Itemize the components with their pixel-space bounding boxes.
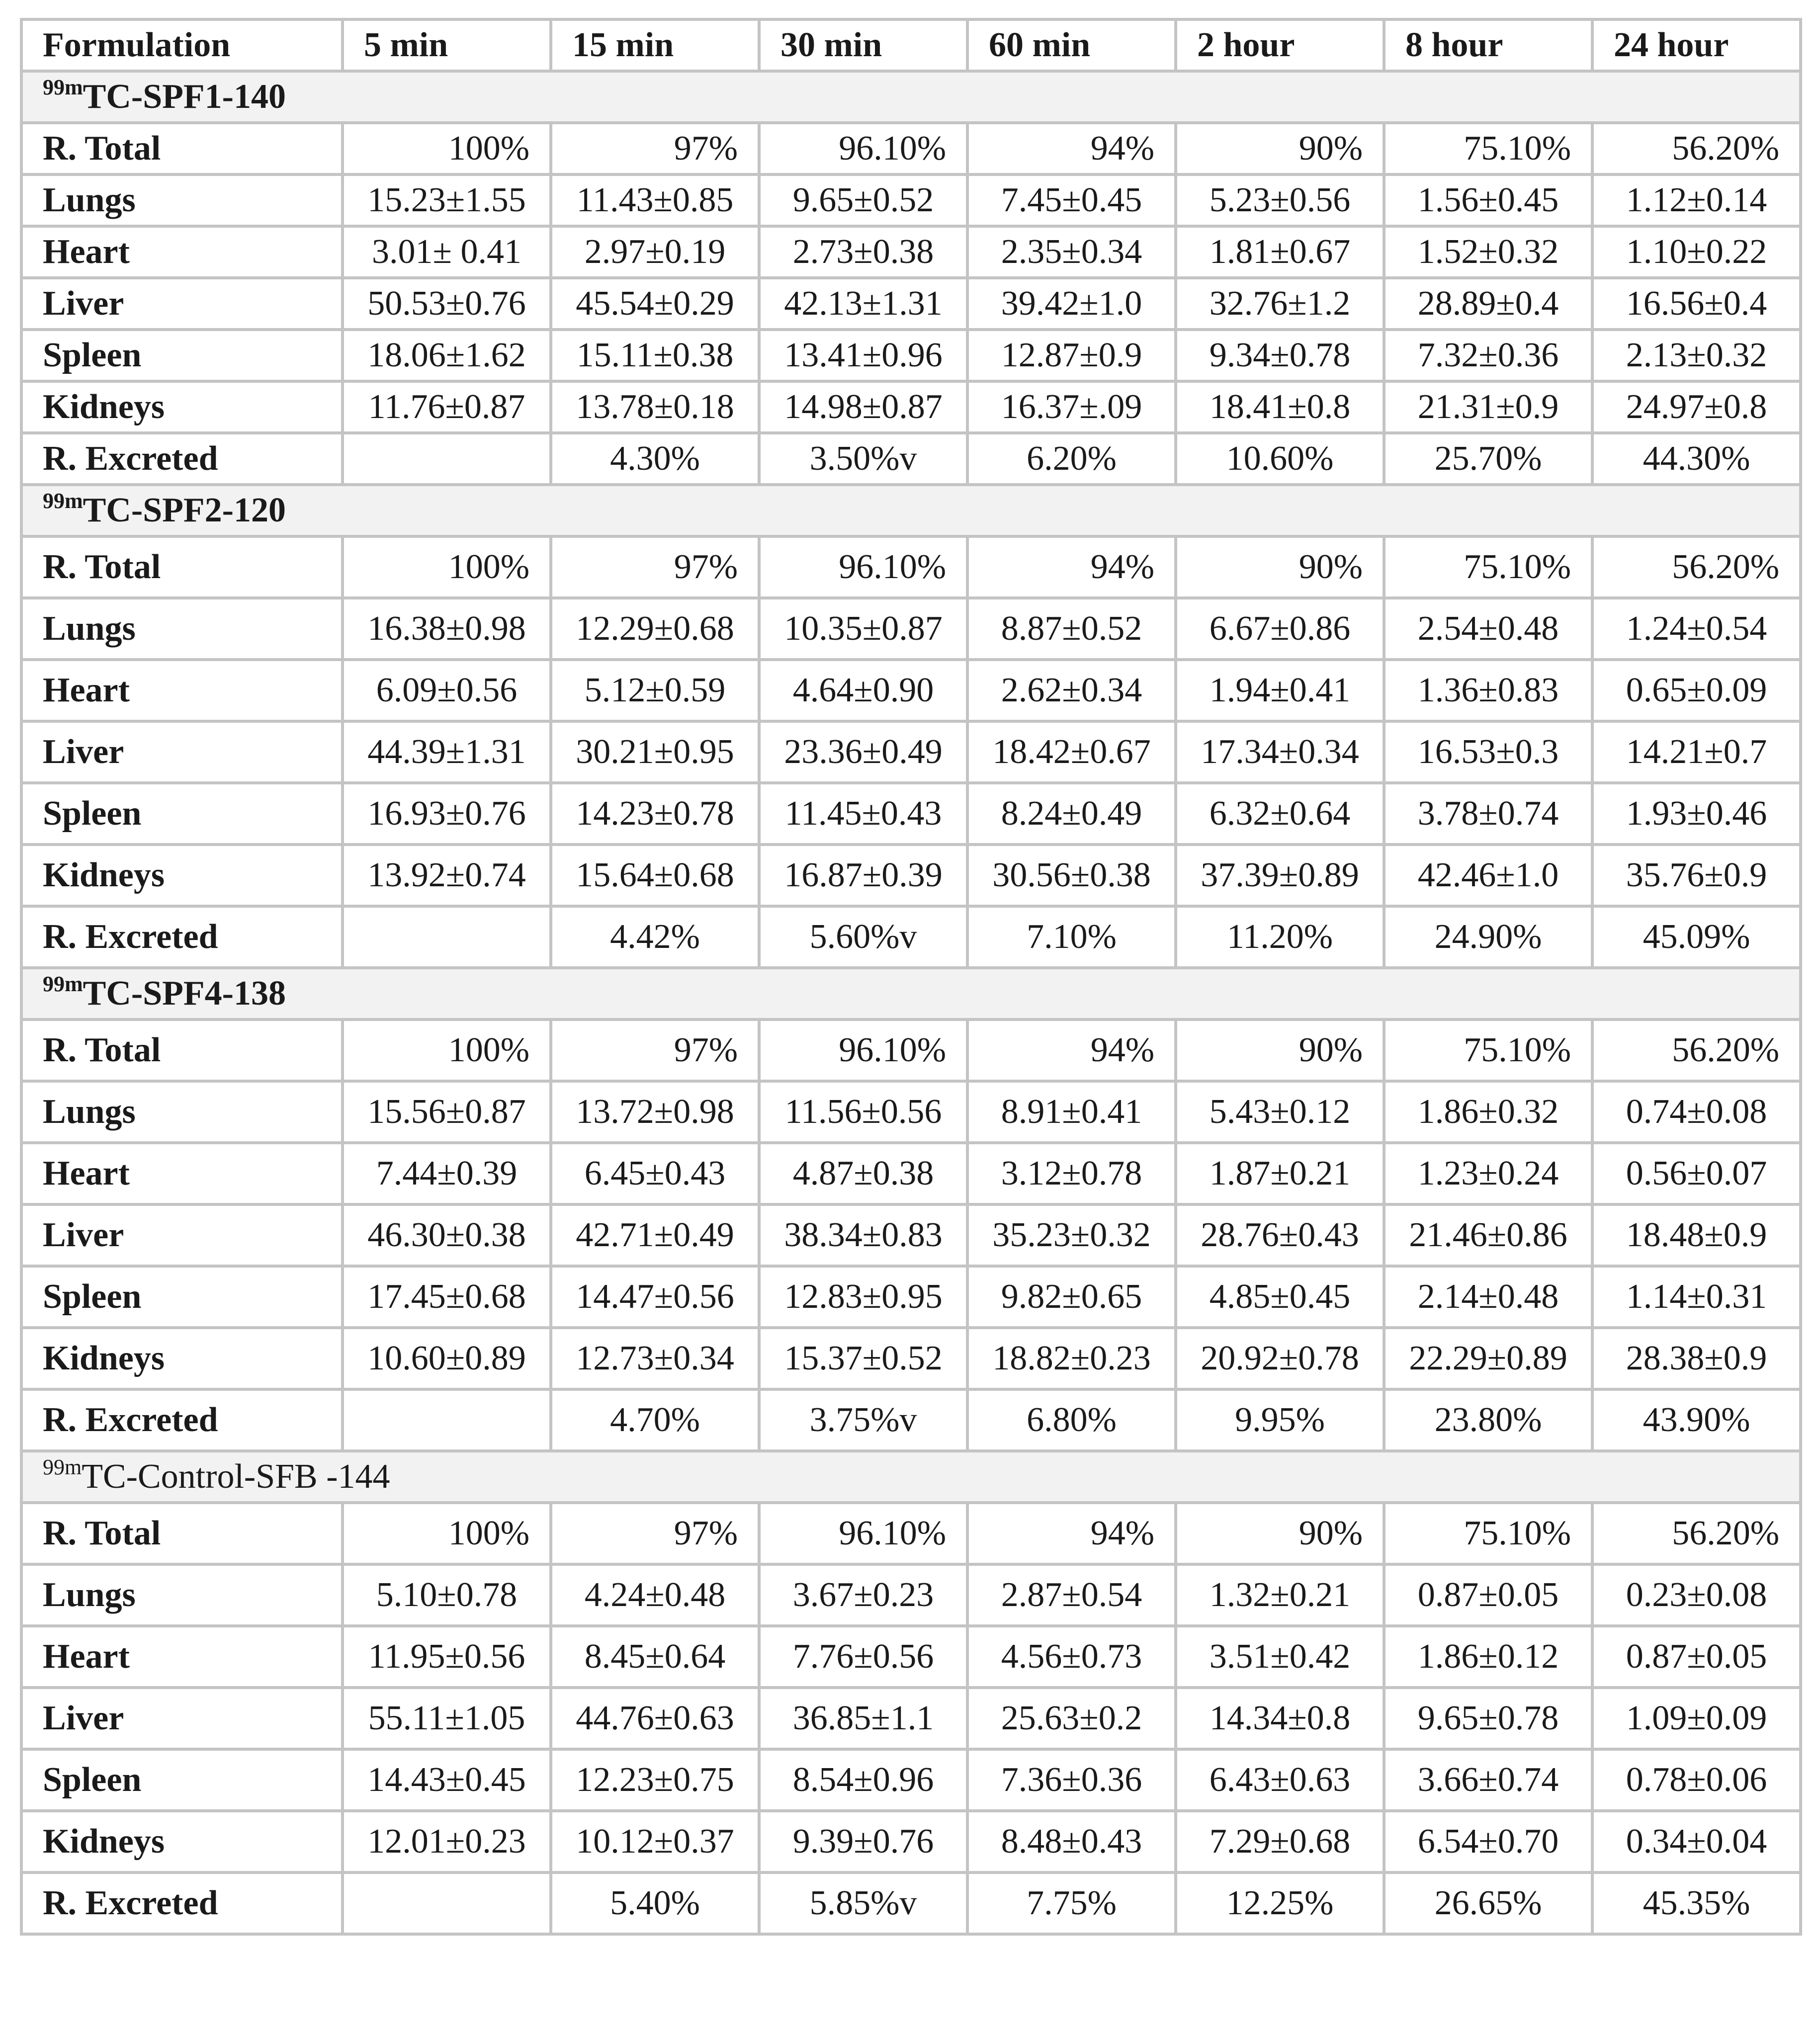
table-cell: 12.87±0.9 bbox=[967, 330, 1176, 381]
table-cell: 16.53±0.3 bbox=[1384, 721, 1592, 783]
table-cell: 45.09% bbox=[1592, 906, 1801, 968]
table-cell: 25.63±0.2 bbox=[967, 1688, 1176, 1749]
table-cell: 13.92±0.74 bbox=[343, 845, 551, 906]
table-cell: 5.43±0.12 bbox=[1176, 1081, 1384, 1143]
table-cell: 56.20% bbox=[1592, 123, 1801, 174]
table-cell: 97% bbox=[551, 536, 759, 598]
row-label: Heart bbox=[21, 660, 343, 721]
section-header-row bbox=[21, 1451, 1801, 1503]
table-row-liver bbox=[21, 1688, 1801, 1749]
table-cell: 14.98±0.87 bbox=[759, 381, 967, 433]
table-row-r-total bbox=[21, 123, 1801, 174]
table-cell: 2.87±0.54 bbox=[967, 1564, 1176, 1626]
table-cell: 8.91±0.41 bbox=[967, 1081, 1176, 1143]
table-cell: 4.87±0.38 bbox=[759, 1143, 967, 1204]
table-row-r-excreted bbox=[21, 906, 1801, 968]
table-cell: 2.35±0.34 bbox=[967, 226, 1176, 278]
table-cell: 90% bbox=[1176, 123, 1384, 174]
row-label: Lungs bbox=[21, 174, 343, 226]
table-cell: 56.20% bbox=[1592, 1503, 1801, 1564]
table-cell: 1.24±0.54 bbox=[1592, 598, 1801, 660]
table-cell: 24.90% bbox=[1384, 906, 1592, 968]
table-cell: 4.70% bbox=[551, 1389, 759, 1451]
table-cell: 100% bbox=[343, 1020, 551, 1081]
table-row-r-total bbox=[21, 1020, 1801, 1081]
table-cell: 1.09±0.09 bbox=[1592, 1688, 1801, 1749]
table-cell: 96.10% bbox=[759, 536, 967, 598]
row-label: Lungs bbox=[21, 1564, 343, 1626]
table-cell: 10.60% bbox=[1176, 433, 1384, 485]
table-row-lungs bbox=[21, 1564, 1801, 1626]
table-cell: 96.10% bbox=[759, 1503, 967, 1564]
table-cell: 6.54±0.70 bbox=[1384, 1811, 1592, 1872]
table-cell: 14.34±0.8 bbox=[1176, 1688, 1384, 1749]
table-cell: 0.87±0.05 bbox=[1384, 1564, 1592, 1626]
table-cell: 16.56±0.4 bbox=[1592, 278, 1801, 330]
table-cell: 28.38±0.9 bbox=[1592, 1328, 1801, 1389]
table-cell: 7.29±0.68 bbox=[1176, 1811, 1384, 1872]
table-row-kidneys bbox=[21, 1328, 1801, 1389]
table-cell: 0.34±0.04 bbox=[1592, 1811, 1801, 1872]
table-cell: 11.20% bbox=[1176, 906, 1384, 968]
table-row-lungs bbox=[21, 1081, 1801, 1143]
table-cell: 56.20% bbox=[1592, 536, 1801, 598]
table-cell: 24.97±0.8 bbox=[1592, 381, 1801, 433]
table-cell: 36.85±1.1 bbox=[759, 1688, 967, 1749]
table-row-r-total bbox=[21, 1503, 1801, 1564]
table-cell: 14.43±0.45 bbox=[343, 1749, 551, 1811]
table-cell: 5.23±0.56 bbox=[1176, 174, 1384, 226]
table-cell: 21.46±0.86 bbox=[1384, 1204, 1592, 1266]
table-cell: 9.39±0.76 bbox=[759, 1811, 967, 1872]
table-cell: 96.10% bbox=[759, 123, 967, 174]
table-cell: 44.76±0.63 bbox=[551, 1688, 759, 1749]
table-row-heart bbox=[21, 1143, 1801, 1204]
header-5-min: 5 min bbox=[343, 19, 551, 71]
table-cell: 16.93±0.76 bbox=[343, 783, 551, 845]
table-cell: 17.34±0.34 bbox=[1176, 721, 1384, 783]
table-cell: 1.36±0.83 bbox=[1384, 660, 1592, 721]
table-cell: 3.78±0.74 bbox=[1384, 783, 1592, 845]
table-cell: 1.81±0.67 bbox=[1176, 226, 1384, 278]
table-row-lungs bbox=[21, 598, 1801, 660]
table-cell: 1.87±0.21 bbox=[1176, 1143, 1384, 1204]
table-row-r-excreted bbox=[21, 1872, 1801, 1934]
table-row-lungs bbox=[21, 174, 1801, 226]
table-cell: 4.64±0.90 bbox=[759, 660, 967, 721]
table-cell: 9.82±0.65 bbox=[967, 1266, 1176, 1328]
table-cell: 97% bbox=[551, 123, 759, 174]
table-cell: 16.37±.09 bbox=[967, 381, 1176, 433]
table-cell: 0.65±0.09 bbox=[1592, 660, 1801, 721]
table-cell: 7.76±0.56 bbox=[759, 1626, 967, 1688]
table-cell: 16.87±0.39 bbox=[759, 845, 967, 906]
table-cell: 6.67±0.86 bbox=[1176, 598, 1384, 660]
table-cell: 5.40% bbox=[551, 1872, 759, 1934]
table-cell: 15.11±0.38 bbox=[551, 330, 759, 381]
table-row-kidneys bbox=[21, 1811, 1801, 1872]
table-cell: 11.45±0.43 bbox=[759, 783, 967, 845]
table-cell: 7.44±0.39 bbox=[343, 1143, 551, 1204]
table-cell: 44.30% bbox=[1592, 433, 1801, 485]
table-cell: 4.30% bbox=[551, 433, 759, 485]
table-cell: 23.36±0.49 bbox=[759, 721, 967, 783]
table-cell: 8.87±0.52 bbox=[967, 598, 1176, 660]
table-cell: 12.29±0.68 bbox=[551, 598, 759, 660]
table-cell: 0.87±0.05 bbox=[1592, 1626, 1801, 1688]
row-label: Lungs bbox=[21, 598, 343, 660]
table-row-kidneys bbox=[21, 845, 1801, 906]
table-cell: 15.23±1.55 bbox=[343, 174, 551, 226]
table-cell: 8.24±0.49 bbox=[967, 783, 1176, 845]
table-cell: 45.35% bbox=[1592, 1872, 1801, 1934]
table-cell: 42.71±0.49 bbox=[551, 1204, 759, 1266]
table-cell: 6.32±0.64 bbox=[1176, 783, 1384, 845]
table-cell: 18.42±0.67 bbox=[967, 721, 1176, 783]
row-label: Liver bbox=[21, 278, 343, 330]
table-cell: 3.51±0.42 bbox=[1176, 1626, 1384, 1688]
formulation-name: TC-SPF4-138 bbox=[83, 974, 286, 1013]
table-cell: 8.48±0.43 bbox=[967, 1811, 1176, 1872]
table-cell: 6.43±0.63 bbox=[1176, 1749, 1384, 1811]
row-label: Heart bbox=[21, 226, 343, 278]
formulation-name: TC-Control-SFB -144 bbox=[82, 1457, 390, 1496]
table-cell: 9.65±0.52 bbox=[759, 174, 967, 226]
table-cell: 96.10% bbox=[759, 1020, 967, 1081]
table-cell: 1.12±0.14 bbox=[1592, 174, 1801, 226]
table-cell: 1.56±0.45 bbox=[1384, 174, 1592, 226]
table-cell: 15.37±0.52 bbox=[759, 1328, 967, 1389]
table-cell: 8.54±0.96 bbox=[759, 1749, 967, 1811]
table-cell: 90% bbox=[1176, 1503, 1384, 1564]
table-cell: 2.73±0.38 bbox=[759, 226, 967, 278]
table-row-spleen bbox=[21, 330, 1801, 381]
row-label: R. Total bbox=[21, 123, 343, 174]
table-cell: 15.56±0.87 bbox=[343, 1081, 551, 1143]
table-cell: 2.62±0.34 bbox=[967, 660, 1176, 721]
table-cell: 2.54±0.48 bbox=[1384, 598, 1592, 660]
table-cell: 90% bbox=[1176, 536, 1384, 598]
table-cell: 2.13±0.32 bbox=[1592, 330, 1801, 381]
table-cell: 20.92±0.78 bbox=[1176, 1328, 1384, 1389]
table-cell: 18.06±1.62 bbox=[343, 330, 551, 381]
table-cell: 3.67±0.23 bbox=[759, 1564, 967, 1626]
table-cell: 50.53±0.76 bbox=[343, 278, 551, 330]
table-cell: 0.74±0.08 bbox=[1592, 1081, 1801, 1143]
table-cell: 90% bbox=[1176, 1020, 1384, 1081]
table-row-spleen bbox=[21, 1266, 1801, 1328]
table-cell: 97% bbox=[551, 1020, 759, 1081]
table-cell: 7.45±0.45 bbox=[967, 174, 1176, 226]
row-label: R. Excreted bbox=[21, 433, 343, 485]
table-row-kidneys bbox=[21, 381, 1801, 433]
table-cell: 21.31±0.9 bbox=[1384, 381, 1592, 433]
table-cell: 12.73±0.34 bbox=[551, 1328, 759, 1389]
table-cell: 9.34±0.78 bbox=[1176, 330, 1384, 381]
table-cell: 4.24±0.48 bbox=[551, 1564, 759, 1626]
table-cell: 14.21±0.7 bbox=[1592, 721, 1801, 783]
row-label: Spleen bbox=[21, 1266, 343, 1328]
table-cell: 9.65±0.78 bbox=[1384, 1688, 1592, 1749]
table-cell: 35.76±0.9 bbox=[1592, 845, 1801, 906]
table-cell: 1.86±0.12 bbox=[1384, 1626, 1592, 1688]
table-cell bbox=[343, 906, 551, 968]
table-cell: 13.78±0.18 bbox=[551, 381, 759, 433]
table-row-liver bbox=[21, 1204, 1801, 1266]
formulation-name: TC-SPF2-120 bbox=[83, 491, 286, 529]
table-cell: 32.76±1.2 bbox=[1176, 278, 1384, 330]
section-title bbox=[21, 968, 1801, 1020]
table-cell: 45.54±0.29 bbox=[551, 278, 759, 330]
table-cell: 28.89±0.4 bbox=[1384, 278, 1592, 330]
table-row-r-excreted bbox=[21, 433, 1801, 485]
table-cell: 43.90% bbox=[1592, 1389, 1801, 1451]
row-label: R. Total bbox=[21, 1503, 343, 1564]
table-cell: 6.20% bbox=[967, 433, 1176, 485]
table-cell: 38.34±0.83 bbox=[759, 1204, 967, 1266]
table-cell: 7.32±0.36 bbox=[1384, 330, 1592, 381]
table-cell: 28.76±0.43 bbox=[1176, 1204, 1384, 1266]
header-formulation: Formulation bbox=[21, 19, 343, 71]
table-row-liver bbox=[21, 278, 1801, 330]
row-label: Spleen bbox=[21, 783, 343, 845]
table-cell: 37.39±0.89 bbox=[1176, 845, 1384, 906]
row-label: Heart bbox=[21, 1626, 343, 1688]
table-cell: 7.10% bbox=[967, 906, 1176, 968]
header-60-min: 60 min bbox=[967, 19, 1176, 71]
table-cell: 16.38±0.98 bbox=[343, 598, 551, 660]
table-cell: 39.42±1.0 bbox=[967, 278, 1176, 330]
table-cell: 1.52±0.32 bbox=[1384, 226, 1592, 278]
table-cell: 12.25% bbox=[1176, 1872, 1384, 1934]
isotope-superscript: 99m bbox=[43, 489, 83, 513]
section-title bbox=[21, 485, 1801, 536]
row-label: Liver bbox=[21, 721, 343, 783]
table-cell: 4.85±0.45 bbox=[1176, 1266, 1384, 1328]
table-cell: 9.95% bbox=[1176, 1389, 1384, 1451]
table-cell: 12.23±0.75 bbox=[551, 1749, 759, 1811]
section-title bbox=[21, 1451, 1801, 1503]
table-cell: 94% bbox=[967, 123, 1176, 174]
table-cell: 1.32±0.21 bbox=[1176, 1564, 1384, 1626]
table-cell: 5.10±0.78 bbox=[343, 1564, 551, 1626]
table-cell: 44.39±1.31 bbox=[343, 721, 551, 783]
isotope-superscript: 99m bbox=[43, 972, 83, 996]
biodistribution-table-container bbox=[20, 18, 1801, 1936]
table-cell: 6.80% bbox=[967, 1389, 1176, 1451]
section-header-row bbox=[21, 968, 1801, 1020]
section-header-row bbox=[21, 71, 1801, 123]
table-row-liver bbox=[21, 721, 1801, 783]
table-cell: 100% bbox=[343, 1503, 551, 1564]
table-cell: 5.12±0.59 bbox=[551, 660, 759, 721]
formulation-name: TC-SPF1-140 bbox=[83, 78, 286, 116]
row-label: Lungs bbox=[21, 1081, 343, 1143]
table-cell: 5.60%v bbox=[759, 906, 967, 968]
table-row-heart bbox=[21, 660, 1801, 721]
table-cell: 10.35±0.87 bbox=[759, 598, 967, 660]
table-row-heart bbox=[21, 1626, 1801, 1688]
table-cell: 5.85%v bbox=[759, 1872, 967, 1934]
table-cell: 46.30±0.38 bbox=[343, 1204, 551, 1266]
table-cell: 11.43±0.85 bbox=[551, 174, 759, 226]
table-cell: 42.46±1.0 bbox=[1384, 845, 1592, 906]
table-cell: 6.45±0.43 bbox=[551, 1143, 759, 1204]
table-cell: 18.82±0.23 bbox=[967, 1328, 1176, 1389]
table-cell: 2.14±0.48 bbox=[1384, 1266, 1592, 1328]
table-cell: 1.23±0.24 bbox=[1384, 1143, 1592, 1204]
header-row bbox=[21, 19, 1801, 71]
table-row-r-excreted bbox=[21, 1389, 1801, 1451]
isotope-superscript: 99m bbox=[43, 75, 83, 99]
row-label: Kidneys bbox=[21, 845, 343, 906]
table-cell: 3.12±0.78 bbox=[967, 1143, 1176, 1204]
table-cell: 4.42% bbox=[551, 906, 759, 968]
table-cell bbox=[343, 1389, 551, 1451]
table-cell: 75.10% bbox=[1384, 123, 1592, 174]
table-cell: 26.65% bbox=[1384, 1872, 1592, 1934]
table-cell: 13.41±0.96 bbox=[759, 330, 967, 381]
table-cell: 3.50%v bbox=[759, 433, 967, 485]
table-cell: 11.95±0.56 bbox=[343, 1626, 551, 1688]
table-cell: 14.47±0.56 bbox=[551, 1266, 759, 1328]
table-cell: 1.93±0.46 bbox=[1592, 783, 1801, 845]
table-cell: 75.10% bbox=[1384, 1503, 1592, 1564]
row-label: Liver bbox=[21, 1688, 343, 1749]
header-8-hour: 8 hour bbox=[1384, 19, 1592, 71]
row-label: R. Total bbox=[21, 536, 343, 598]
row-label: R. Excreted bbox=[21, 1389, 343, 1451]
row-label: Spleen bbox=[21, 1749, 343, 1811]
row-label: Kidneys bbox=[21, 1811, 343, 1872]
table-cell: 42.13±1.31 bbox=[759, 278, 967, 330]
biodistribution-table bbox=[20, 18, 1802, 1936]
table-cell: 2.97±0.19 bbox=[551, 226, 759, 278]
section-title bbox=[21, 71, 1801, 123]
row-label: R. Total bbox=[21, 1020, 343, 1081]
row-label: Heart bbox=[21, 1143, 343, 1204]
table-cell: 1.14±0.31 bbox=[1592, 1266, 1801, 1328]
section-header-row bbox=[21, 485, 1801, 536]
table-cell: 12.01±0.23 bbox=[343, 1811, 551, 1872]
table-cell: 0.56±0.07 bbox=[1592, 1143, 1801, 1204]
table-cell: 13.72±0.98 bbox=[551, 1081, 759, 1143]
table-row-heart bbox=[21, 226, 1801, 278]
header-15-min: 15 min bbox=[551, 19, 759, 71]
table-cell: 7.75% bbox=[967, 1872, 1176, 1934]
header-30-min: 30 min bbox=[759, 19, 967, 71]
table-cell: 8.45±0.64 bbox=[551, 1626, 759, 1688]
table-cell: 12.83±0.95 bbox=[759, 1266, 967, 1328]
isotope-superscript: 99m bbox=[43, 1455, 82, 1479]
row-label: R. Excreted bbox=[21, 1872, 343, 1934]
table-cell bbox=[343, 1872, 551, 1934]
table-cell: 0.78±0.06 bbox=[1592, 1749, 1801, 1811]
table-cell: 97% bbox=[551, 1503, 759, 1564]
row-label: Kidneys bbox=[21, 1328, 343, 1389]
table-cell: 94% bbox=[967, 1503, 1176, 1564]
table-cell: 11.76±0.87 bbox=[343, 381, 551, 433]
table-cell: 94% bbox=[967, 536, 1176, 598]
table-cell: 100% bbox=[343, 123, 551, 174]
table-cell bbox=[343, 433, 551, 485]
table-cell: 18.41±0.8 bbox=[1176, 381, 1384, 433]
table-cell: 1.86±0.32 bbox=[1384, 1081, 1592, 1143]
table-cell: 6.09±0.56 bbox=[343, 660, 551, 721]
row-label: Liver bbox=[21, 1204, 343, 1266]
table-cell: 35.23±0.32 bbox=[967, 1204, 1176, 1266]
table-row-r-total bbox=[21, 536, 1801, 598]
table-row-spleen bbox=[21, 783, 1801, 845]
table-cell: 22.29±0.89 bbox=[1384, 1328, 1592, 1389]
table-cell: 10.12±0.37 bbox=[551, 1811, 759, 1872]
table-cell: 3.01± 0.41 bbox=[343, 226, 551, 278]
table-cell: 55.11±1.05 bbox=[343, 1688, 551, 1749]
table-cell: 1.94±0.41 bbox=[1176, 660, 1384, 721]
table-cell: 100% bbox=[343, 536, 551, 598]
table-cell: 25.70% bbox=[1384, 433, 1592, 485]
table-cell: 7.36±0.36 bbox=[967, 1749, 1176, 1811]
table-row-spleen bbox=[21, 1749, 1801, 1811]
table-cell: 23.80% bbox=[1384, 1389, 1592, 1451]
table-cell: 1.10±0.22 bbox=[1592, 226, 1801, 278]
table-cell: 4.56±0.73 bbox=[967, 1626, 1176, 1688]
table-cell: 56.20% bbox=[1592, 1020, 1801, 1081]
table-cell: 94% bbox=[967, 1020, 1176, 1081]
table-cell: 11.56±0.56 bbox=[759, 1081, 967, 1143]
header-2-hour: 2 hour bbox=[1176, 19, 1384, 71]
table-cell: 3.75%v bbox=[759, 1389, 967, 1451]
table-cell: 17.45±0.68 bbox=[343, 1266, 551, 1328]
table-cell: 15.64±0.68 bbox=[551, 845, 759, 906]
row-label: Spleen bbox=[21, 330, 343, 381]
row-label: Kidneys bbox=[21, 381, 343, 433]
table-cell: 3.66±0.74 bbox=[1384, 1749, 1592, 1811]
table-cell: 30.56±0.38 bbox=[967, 845, 1176, 906]
table-cell: 18.48±0.9 bbox=[1592, 1204, 1801, 1266]
table-body bbox=[21, 71, 1801, 1934]
table-header bbox=[21, 19, 1801, 71]
row-label: R. Excreted bbox=[21, 906, 343, 968]
table-cell: 75.10% bbox=[1384, 1020, 1592, 1081]
table-cell: 75.10% bbox=[1384, 536, 1592, 598]
table-cell: 10.60±0.89 bbox=[343, 1328, 551, 1389]
table-cell: 30.21±0.95 bbox=[551, 721, 759, 783]
header-24-hour: 24 hour bbox=[1592, 19, 1801, 71]
table-cell: 0.23±0.08 bbox=[1592, 1564, 1801, 1626]
table-cell: 14.23±0.78 bbox=[551, 783, 759, 845]
